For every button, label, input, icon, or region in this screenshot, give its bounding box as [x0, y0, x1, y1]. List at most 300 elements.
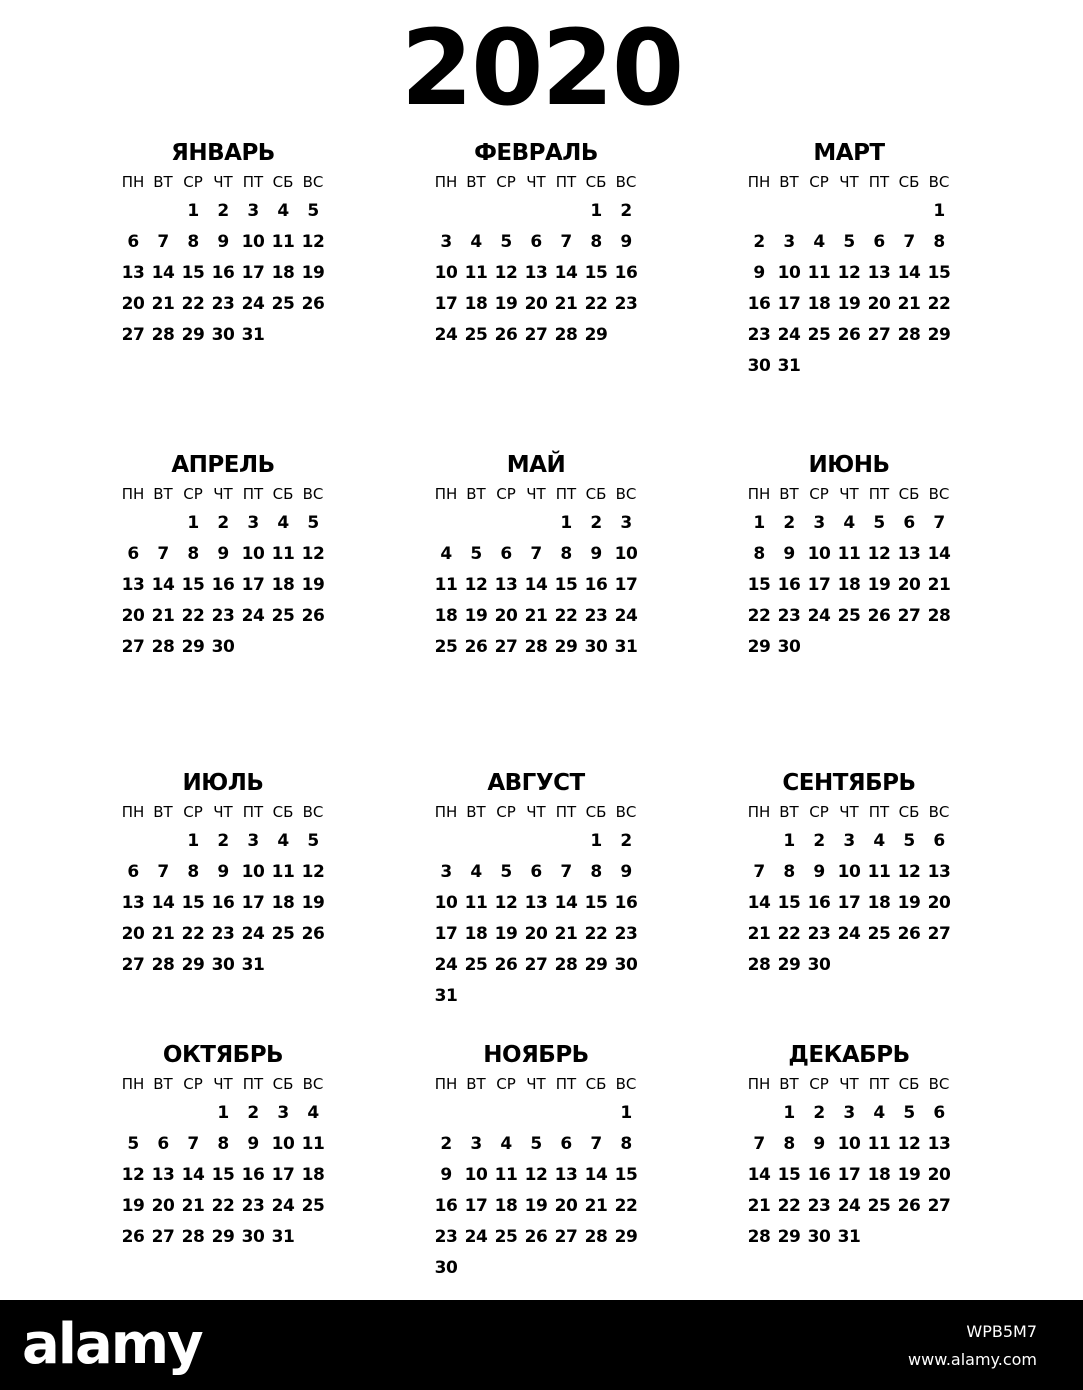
day-cell: 3 — [813, 513, 825, 533]
day-cell: 13 — [867, 263, 891, 283]
weekday-header: ВС — [615, 1075, 637, 1093]
day-cell: 8 — [933, 232, 945, 252]
day-cell: 29 — [777, 955, 801, 975]
day-cell: 15 — [777, 1165, 801, 1185]
month-block — [118, 138, 328, 351]
day-cell: 13 — [121, 575, 145, 595]
day-cell: 20 — [121, 606, 145, 626]
day-cell: 22 — [777, 1196, 801, 1216]
day-cell: 23 — [807, 924, 831, 944]
day-cell: 1 — [560, 513, 572, 533]
day-cell: 1 — [783, 1103, 795, 1123]
day-cell: 2 — [247, 1103, 259, 1123]
day-cell: 9 — [620, 232, 632, 252]
day-cell: 2 — [620, 831, 632, 851]
empty-day-cell — [431, 508, 461, 539]
day-cell: 7 — [753, 862, 765, 882]
day-cell: 21 — [554, 294, 578, 314]
day-cell: 5 — [307, 201, 319, 221]
day-cell: 8 — [217, 1134, 229, 1154]
day-cell: 27 — [867, 325, 891, 345]
month-name: МАЙ — [506, 452, 566, 478]
day-cell: 28 — [151, 325, 175, 345]
day-cell: 19 — [837, 294, 861, 314]
month-name: ФЕВРАЛЬ — [474, 140, 598, 166]
day-cell: 5 — [500, 862, 512, 882]
day-cell: 9 — [813, 862, 825, 882]
weekday-header: СБ — [585, 803, 607, 821]
day-cell: 30 — [434, 1258, 458, 1278]
day-cell: 30 — [614, 955, 638, 975]
day-cell: 2 — [813, 1103, 825, 1123]
weekday-header: ПТ — [555, 485, 577, 503]
empty-day-cell — [461, 1098, 491, 1129]
day-cell: 29 — [211, 1227, 235, 1247]
month-grid — [431, 1070, 641, 1284]
day-cell: 7 — [560, 232, 572, 252]
day-cell: 4 — [470, 862, 482, 882]
day-cell: 2 — [753, 232, 765, 252]
day-cell: 7 — [933, 513, 945, 533]
day-cell: 14 — [584, 1165, 608, 1185]
day-cell: 1 — [933, 201, 945, 221]
day-cell: 15 — [584, 893, 608, 913]
day-cell: 12 — [837, 263, 861, 283]
weekday-header: СР — [183, 1075, 203, 1093]
day-cell: 8 — [590, 862, 602, 882]
empty-day-cell — [521, 1098, 551, 1129]
day-cell: 22 — [584, 294, 608, 314]
day-cell: 3 — [247, 831, 259, 851]
weekday-header: ПТ — [868, 1075, 890, 1093]
day-cell: 18 — [301, 1165, 325, 1185]
weekday-header: ЧТ — [839, 1075, 859, 1093]
day-cell: 22 — [747, 606, 771, 626]
day-cell: 23 — [807, 1196, 831, 1216]
day-cell: 20 — [494, 606, 518, 626]
month-name: ИЮЛЬ — [182, 770, 264, 796]
empty-day-cell — [551, 826, 581, 857]
weekday-header: ВС — [615, 803, 637, 821]
day-cell: 5 — [903, 1103, 915, 1123]
weekday-header: СБ — [272, 173, 294, 191]
month-name: АВГУСТ — [487, 770, 585, 796]
day-cell: 5 — [307, 831, 319, 851]
day-cell: 25 — [867, 1196, 891, 1216]
weekday-header: ВС — [302, 485, 324, 503]
weekday-header: СБ — [272, 485, 294, 503]
day-cell: 27 — [151, 1227, 175, 1247]
day-cell: 30 — [747, 356, 771, 376]
day-cell: 17 — [241, 263, 265, 283]
day-cell: 11 — [494, 1165, 518, 1185]
day-cell: 14 — [927, 544, 951, 564]
day-cell: 22 — [777, 924, 801, 944]
day-cell: 24 — [464, 1227, 488, 1247]
day-cell: 15 — [181, 575, 205, 595]
weekday-header: ВС — [302, 173, 324, 191]
weekday-header: СБ — [272, 1075, 294, 1093]
year-title: 2020 — [400, 7, 683, 129]
day-cell: 27 — [524, 325, 548, 345]
weekday-header: ВТ — [779, 803, 799, 821]
day-cell: 2 — [217, 513, 229, 533]
day-cell: 25 — [867, 924, 891, 944]
day-cell: 24 — [241, 924, 265, 944]
day-cell: 27 — [927, 924, 951, 944]
day-cell: 30 — [211, 637, 235, 657]
day-cell: 19 — [301, 893, 325, 913]
day-cell: 11 — [271, 544, 295, 564]
weekday-header: СР — [809, 1075, 829, 1093]
day-cell: 6 — [500, 544, 512, 564]
month-block — [744, 1040, 954, 1253]
day-cell: 19 — [897, 1165, 921, 1185]
day-cell: 25 — [271, 924, 295, 944]
day-cell: 6 — [157, 1134, 169, 1154]
day-cell: 17 — [837, 893, 861, 913]
day-cell: 14 — [747, 893, 771, 913]
empty-day-cell — [521, 826, 551, 857]
day-cell: 10 — [837, 862, 861, 882]
weekday-header: ЧТ — [213, 803, 233, 821]
empty-day-cell — [118, 1098, 148, 1129]
day-cell: 10 — [434, 263, 458, 283]
day-cell: 28 — [151, 637, 175, 657]
day-cell: 20 — [867, 294, 891, 314]
month-name: НОЯБРЬ — [483, 1042, 589, 1068]
day-cell: 16 — [777, 575, 801, 595]
weekday-header: СР — [183, 173, 203, 191]
weekday-header: ВТ — [153, 803, 173, 821]
day-cell: 14 — [554, 893, 578, 913]
day-cell: 17 — [464, 1196, 488, 1216]
weekday-header: СБ — [272, 803, 294, 821]
month-block — [744, 768, 954, 981]
day-cell: 27 — [121, 637, 145, 657]
day-cell: 23 — [777, 606, 801, 626]
month-grid — [431, 798, 641, 1012]
weekday-header: ЧТ — [213, 485, 233, 503]
day-cell: 2 — [217, 201, 229, 221]
month-grid — [431, 168, 641, 351]
day-cell: 19 — [464, 606, 488, 626]
month-name: ДЕКАБРЬ — [788, 1042, 910, 1068]
day-cell: 21 — [151, 924, 175, 944]
day-cell: 5 — [530, 1134, 542, 1154]
day-cell: 20 — [524, 924, 548, 944]
weekday-header: ВТ — [153, 485, 173, 503]
day-cell: 11 — [837, 544, 861, 564]
empty-day-cell — [491, 1098, 521, 1129]
empty-day-cell — [148, 826, 178, 857]
empty-day-cell — [744, 826, 774, 857]
day-cell: 15 — [927, 263, 951, 283]
day-cell: 24 — [241, 294, 265, 314]
weekday-header: ВС — [302, 1075, 324, 1093]
weekday-header: ПТ — [868, 173, 890, 191]
day-cell: 5 — [470, 544, 482, 564]
day-cell: 16 — [584, 575, 608, 595]
day-cell: 28 — [747, 955, 771, 975]
day-cell: 13 — [897, 544, 921, 564]
day-cell: 10 — [614, 544, 638, 564]
day-cell: 24 — [807, 606, 831, 626]
day-cell: 20 — [927, 1165, 951, 1185]
day-cell: 18 — [434, 606, 458, 626]
day-cell: 7 — [753, 1134, 765, 1154]
empty-day-cell — [431, 826, 461, 857]
empty-day-cell — [744, 196, 774, 227]
empty-day-cell — [491, 826, 521, 857]
day-cell: 9 — [217, 544, 229, 564]
weekday-header: ЧТ — [839, 173, 859, 191]
day-cell: 28 — [747, 1227, 771, 1247]
day-cell: 19 — [121, 1196, 145, 1216]
day-cell: 6 — [530, 862, 542, 882]
day-cell: 12 — [897, 1134, 921, 1154]
weekday-header: СР — [183, 485, 203, 503]
day-cell: 27 — [121, 955, 145, 975]
weekday-header: ЧТ — [526, 173, 546, 191]
day-cell: 9 — [620, 862, 632, 882]
day-cell: 17 — [837, 1165, 861, 1185]
day-cell: 31 — [777, 356, 801, 376]
day-cell: 4 — [500, 1134, 512, 1154]
day-cell: 8 — [590, 232, 602, 252]
day-cell: 20 — [897, 575, 921, 595]
empty-day-cell — [581, 1098, 611, 1129]
day-cell: 12 — [897, 862, 921, 882]
day-cell: 25 — [464, 325, 488, 345]
day-cell: 12 — [301, 544, 325, 564]
day-cell: 28 — [897, 325, 921, 345]
weekday-header: ПН — [434, 1075, 458, 1093]
empty-day-cell — [744, 1098, 774, 1129]
weekday-header: ВС — [302, 803, 324, 821]
weekday-header: СР — [496, 1075, 516, 1093]
day-cell: 18 — [867, 1165, 891, 1185]
day-cell: 2 — [590, 513, 602, 533]
day-cell: 30 — [807, 955, 831, 975]
day-cell: 25 — [494, 1227, 518, 1247]
day-cell: 22 — [584, 924, 608, 944]
weekday-header: ПН — [121, 803, 145, 821]
day-cell: 6 — [903, 513, 915, 533]
day-cell: 21 — [151, 294, 175, 314]
day-cell: 23 — [211, 294, 235, 314]
day-cell: 20 — [151, 1196, 175, 1216]
day-cell: 4 — [277, 201, 289, 221]
weekday-header: ВС — [928, 485, 950, 503]
day-cell: 10 — [464, 1165, 488, 1185]
weekday-header: ВС — [928, 803, 950, 821]
day-cell: 24 — [777, 325, 801, 345]
day-cell: 28 — [524, 637, 548, 657]
day-cell: 17 — [271, 1165, 295, 1185]
empty-day-cell — [461, 196, 491, 227]
empty-day-cell — [864, 196, 894, 227]
day-cell: 26 — [494, 325, 518, 345]
day-cell: 10 — [434, 893, 458, 913]
day-cell: 3 — [277, 1103, 289, 1123]
day-cell: 4 — [470, 232, 482, 252]
day-cell: 16 — [807, 1165, 831, 1185]
empty-day-cell — [118, 508, 148, 539]
day-cell: 14 — [151, 893, 175, 913]
day-cell: 3 — [620, 513, 632, 533]
month-grid — [744, 480, 954, 663]
day-cell: 7 — [157, 862, 169, 882]
day-cell: 12 — [301, 862, 325, 882]
day-cell: 21 — [747, 924, 771, 944]
month-block — [744, 138, 954, 382]
day-cell: 11 — [434, 575, 458, 595]
weekday-header: ВТ — [779, 1075, 799, 1093]
day-cell: 3 — [440, 862, 452, 882]
day-cell: 29 — [777, 1227, 801, 1247]
empty-day-cell — [178, 1098, 208, 1129]
day-cell: 16 — [614, 893, 638, 913]
day-cell: 15 — [777, 893, 801, 913]
day-cell: 6 — [127, 544, 139, 564]
day-cell: 31 — [271, 1227, 295, 1247]
empty-day-cell — [118, 196, 148, 227]
day-cell: 29 — [614, 1227, 638, 1247]
day-cell: 5 — [903, 831, 915, 851]
day-cell: 17 — [807, 575, 831, 595]
day-cell: 8 — [560, 544, 572, 564]
weekday-header: СБ — [898, 485, 920, 503]
day-cell: 13 — [151, 1165, 175, 1185]
day-cell: 23 — [241, 1196, 265, 1216]
month-grid — [431, 480, 641, 663]
day-cell: 6 — [873, 232, 885, 252]
day-cell: 13 — [554, 1165, 578, 1185]
day-cell: 15 — [211, 1165, 235, 1185]
weekday-header: СР — [183, 803, 203, 821]
day-cell: 11 — [464, 263, 488, 283]
day-cell: 13 — [524, 893, 548, 913]
day-cell: 3 — [783, 232, 795, 252]
day-cell: 10 — [241, 544, 265, 564]
day-cell: 6 — [933, 831, 945, 851]
day-cell: 26 — [524, 1227, 548, 1247]
day-cell: 26 — [897, 924, 921, 944]
day-cell: 8 — [187, 232, 199, 252]
day-cell: 20 — [121, 924, 145, 944]
empty-day-cell — [148, 196, 178, 227]
day-cell: 23 — [211, 924, 235, 944]
day-cell: 31 — [241, 955, 265, 975]
day-cell: 6 — [560, 1134, 572, 1154]
day-cell: 15 — [554, 575, 578, 595]
empty-day-cell — [894, 196, 924, 227]
day-cell: 7 — [187, 1134, 199, 1154]
day-cell: 11 — [301, 1134, 325, 1154]
weekday-header: СР — [809, 173, 829, 191]
day-cell: 16 — [434, 1196, 458, 1216]
day-cell: 7 — [157, 544, 169, 564]
weekday-header: ПН — [434, 173, 458, 191]
day-cell: 21 — [897, 294, 921, 314]
weekday-header: ПН — [121, 1075, 145, 1093]
day-cell: 22 — [927, 294, 951, 314]
day-cell: 23 — [434, 1227, 458, 1247]
day-cell: 22 — [181, 606, 205, 626]
day-cell: 19 — [897, 893, 921, 913]
day-cell: 23 — [747, 325, 771, 345]
day-cell: 21 — [927, 575, 951, 595]
day-cell: 2 — [620, 201, 632, 221]
day-cell: 13 — [494, 575, 518, 595]
weekday-header: ВС — [928, 1075, 950, 1093]
day-cell: 1 — [783, 831, 795, 851]
day-cell: 18 — [464, 294, 488, 314]
day-cell: 19 — [867, 575, 891, 595]
day-cell: 30 — [807, 1227, 831, 1247]
day-cell: 5 — [873, 513, 885, 533]
day-cell: 3 — [247, 201, 259, 221]
day-cell: 2 — [217, 831, 229, 851]
day-cell: 6 — [530, 232, 542, 252]
weekday-header: ПТ — [242, 485, 264, 503]
empty-day-cell — [431, 196, 461, 227]
day-cell: 4 — [813, 232, 825, 252]
day-cell: 18 — [271, 263, 295, 283]
day-cell: 10 — [241, 862, 265, 882]
day-cell: 26 — [897, 1196, 921, 1216]
day-cell: 29 — [584, 955, 608, 975]
day-cell: 29 — [181, 325, 205, 345]
day-cell: 19 — [524, 1196, 548, 1216]
day-cell: 24 — [434, 325, 458, 345]
day-cell: 25 — [271, 606, 295, 626]
day-cell: 10 — [837, 1134, 861, 1154]
day-cell: 22 — [181, 924, 205, 944]
day-cell: 16 — [211, 575, 235, 595]
day-cell: 14 — [524, 575, 548, 595]
day-cell: 25 — [271, 294, 295, 314]
month-name: ОКТЯБРЬ — [162, 1042, 284, 1068]
day-cell: 7 — [590, 1134, 602, 1154]
day-cell: 21 — [584, 1196, 608, 1216]
weekday-header: ВТ — [466, 803, 486, 821]
day-cell: 8 — [753, 544, 765, 564]
month-block — [431, 138, 641, 351]
empty-day-cell — [551, 1098, 581, 1129]
day-cell: 29 — [747, 637, 771, 657]
day-cell: 15 — [614, 1165, 638, 1185]
site-url: www.alamy.com — [908, 1350, 1037, 1369]
weekday-header: ПТ — [868, 803, 890, 821]
day-cell: 16 — [211, 893, 235, 913]
day-cell: 20 — [927, 893, 951, 913]
day-cell: 1 — [753, 513, 765, 533]
day-cell: 19 — [494, 924, 518, 944]
month-block — [744, 450, 954, 663]
day-cell: 28 — [554, 955, 578, 975]
month-name: ИЮНЬ — [808, 452, 890, 478]
day-cell: 18 — [494, 1196, 518, 1216]
weekday-header: ПН — [434, 803, 458, 821]
weekday-header: ЧТ — [213, 173, 233, 191]
weekday-header: ЧТ — [526, 485, 546, 503]
day-cell: 24 — [614, 606, 638, 626]
empty-day-cell — [551, 196, 581, 227]
day-cell: 17 — [434, 924, 458, 944]
day-cell: 25 — [464, 955, 488, 975]
